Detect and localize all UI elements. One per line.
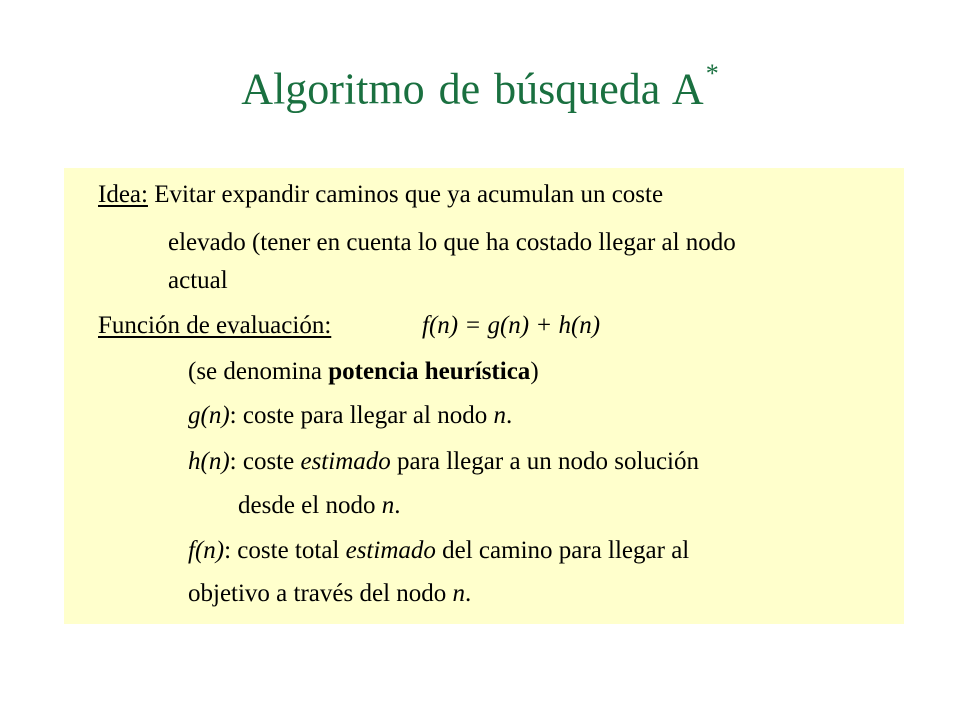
f-text-2: del camino para llegar al	[435, 537, 690, 564]
evaluation-label: Función de evaluación:	[98, 312, 332, 339]
g-term: g(n)	[188, 402, 230, 429]
f-term: f(n)	[188, 537, 225, 564]
title-superscript: *	[705, 59, 719, 88]
f-text-1: : coste total	[224, 537, 346, 564]
idea-line-2: elevado (tener en cuenta lo que ha costado llegar al nodo	[168, 229, 736, 256]
h-var: n	[381, 492, 395, 519]
title-text: Algoritmo de búsqueda A	[241, 64, 704, 114]
g-definition	[188, 401, 512, 431]
h-text-2: para llegar a un nodo solución	[390, 448, 700, 475]
g-var: n	[493, 402, 506, 429]
g-end: .	[505, 402, 513, 429]
heuristic-note	[188, 357, 539, 387]
h-text-1: : coste	[229, 448, 301, 475]
slide-title	[0, 52, 960, 118]
idea-line-1	[98, 180, 663, 210]
h-end: .	[394, 492, 401, 519]
idea-label: Idea:	[98, 181, 148, 208]
g-text: : coste para llegar al nodo	[229, 402, 494, 429]
evaluation-line	[98, 311, 601, 341]
content-panel	[64, 168, 904, 624]
h-definition-2	[238, 491, 400, 521]
note-bold: potencia heurística	[328, 358, 531, 385]
f-var: n	[452, 580, 466, 607]
f-line-2: objetivo a través del nodo	[188, 580, 453, 607]
h-definition	[188, 447, 699, 477]
f-end: .	[465, 580, 472, 607]
f-italic: estimado	[345, 537, 436, 564]
h-italic: estimado	[300, 448, 391, 475]
idea-line-3: actual	[168, 267, 228, 294]
f-definition-2	[188, 579, 471, 609]
idea-text-1: Evitar expandir caminos que ya acumulan un coste	[147, 181, 664, 208]
note-open: (se denomina	[188, 358, 329, 385]
h-line-2: desde el nodo	[238, 492, 382, 519]
note-close: )	[530, 358, 539, 385]
f-definition	[188, 536, 689, 566]
evaluation-formula: f(n) = g(n) + h(n)	[422, 312, 601, 339]
h-term: h(n)	[188, 448, 230, 475]
